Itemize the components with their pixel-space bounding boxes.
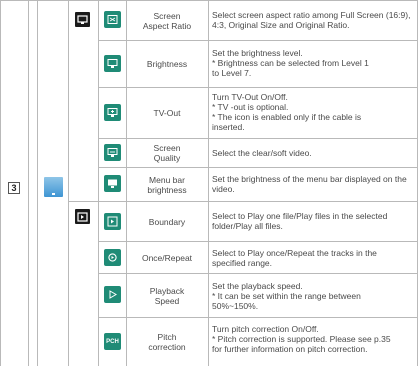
video-settings-icon bbox=[75, 12, 90, 27]
row-label-tv-out: TV-Out bbox=[153, 108, 181, 118]
video-thumbnail bbox=[44, 177, 63, 197]
row-label-boundary: Boundary bbox=[148, 216, 186, 227]
row-desc-once-repeat: Select to Play once/Repeat the tracks in the specified range. bbox=[212, 248, 377, 268]
row-label-pitch-correction: Pitch correction bbox=[148, 332, 186, 352]
pitch-correction-icon: PCH bbox=[104, 333, 121, 350]
row-label-menu-bar-brightness: Menu bar brightness bbox=[147, 174, 187, 195]
row-desc-brightness: Set the brightness level. * Brightness can be selected from Level 1 to Level 7. bbox=[212, 48, 369, 78]
row-desc-boundary: Select to Play one file/Play files in the selected folder/Play all files. bbox=[212, 211, 388, 231]
once-repeat-icon bbox=[104, 249, 121, 266]
menu-bar-brightness-icon bbox=[104, 175, 121, 192]
row-label-once-repeat: Once/Repeat bbox=[141, 252, 193, 263]
row-label-screen-quality: Screen Quality bbox=[153, 143, 181, 163]
aspect-ratio-icon bbox=[104, 11, 121, 28]
boundary-icon bbox=[104, 213, 121, 230]
row-label-aspect-ratio: Screen Aspect Ratio bbox=[142, 10, 192, 31]
section-number: 3 bbox=[8, 182, 20, 194]
playback-settings-icon bbox=[75, 209, 90, 224]
row-desc-menu-bar-brightness: Set the brightness of the menu bar displayed on the video. bbox=[212, 174, 407, 194]
row-desc-aspect-ratio: Select screen aspect ratio among Full Screen (16:9), 4:3, Original Size and Original Ratio. bbox=[212, 10, 411, 30]
row-desc-tv-out: Turn TV-Out On/Off. * TV -out is optional. * The icon is enabled only if the cable is inserted. bbox=[212, 92, 362, 132]
playback-speed-icon bbox=[104, 286, 121, 303]
brightness-icon bbox=[104, 55, 121, 72]
row-desc-pitch-correction: Turn pitch correction On/Off. * Pitch correction is supported. Please see p.35 for further information on pitch correction. bbox=[212, 324, 391, 354]
screen-quality-icon bbox=[104, 144, 121, 161]
row-label-playback-speed: Playback Speed bbox=[149, 285, 185, 306]
row-label-brightness: Brightness bbox=[146, 59, 188, 69]
row-desc-playback-speed: Set the playback speed. * It can be set within the range between 50%~150%. bbox=[212, 281, 361, 311]
row-desc-screen-quality: Select the clear/soft video. bbox=[212, 148, 312, 158]
tv-out-icon bbox=[104, 104, 121, 121]
